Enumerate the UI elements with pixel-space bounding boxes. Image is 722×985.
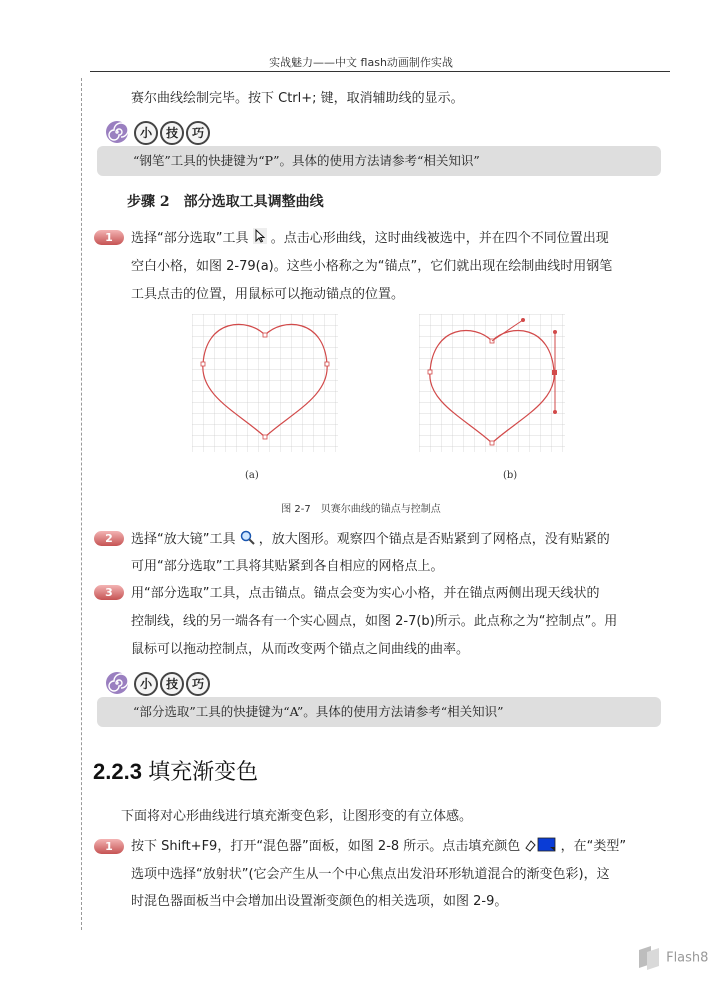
heart-control-figure-b (419, 314, 565, 452)
step-number-badge: 1 (94, 230, 124, 245)
step-text (131, 833, 626, 861)
tip-char: 技 (160, 672, 184, 696)
figure-label-b: (b) (503, 470, 518, 481)
step-text: 控制线，线的另一端各有一个实心圆点，如图 2-7(b)所示。此点称之为“控制点”。用 (131, 614, 618, 629)
step-text: 选项中选择“放射状”(它会产生从一个中心焦点出发沿环形轨道混合的渐变色彩)，这 (131, 867, 610, 882)
step-text: 用“部分选取”工具，点击锚点。锚点会变为实心小格，并在锚点两侧出现天线状的 (131, 586, 600, 601)
tip-char: 技 (160, 121, 184, 145)
tip-heading (105, 671, 212, 697)
tip-char: 小 (134, 121, 158, 145)
step-text: 时混色器面板当中会增加出设置渐变颜色的相关选项，如图 2-9。 (131, 894, 508, 909)
tip-text: “部分选取”工具的快捷键为“A”。具体的使用方法请参考“相关知识” (133, 704, 504, 719)
text-span: ，在“类型” (560, 839, 627, 854)
logo-text: Flash8 (666, 950, 709, 966)
tip-box (97, 146, 661, 176)
text-span: ，放大图形。观察四个锚点是否贴紧到了网格点，没有贴紧的 (258, 532, 610, 547)
step-number-badge: 3 (94, 585, 124, 600)
step-number-badge: 1 (94, 839, 124, 854)
text-span: 选择“部分选取”工具 (131, 231, 249, 246)
step-number-badge: 2 (94, 531, 124, 546)
step-text: 空白小格，如图 2-79(a)。这些小格称之为“锚点”，它们就出现在绘制曲线时用钢笔 (131, 259, 613, 274)
flash-logo-icon (637, 944, 661, 970)
section-heading (93, 755, 258, 786)
section-title: 填充渐变色 (148, 759, 259, 784)
tip-text: “钢笔”工具的快捷键为“P”。具体的使用方法请参考“相关知识” (133, 153, 480, 168)
tip-heading (105, 120, 212, 146)
magnifier-icon (240, 530, 255, 545)
spiral-icon (105, 120, 129, 144)
step-text (131, 526, 610, 554)
header-rule (90, 71, 670, 72)
tip-char: 小 (134, 672, 158, 696)
figure-caption: 图 2-7 贝赛尔曲线的锚点与控制点 (281, 504, 441, 515)
tip-char: 巧 (186, 121, 210, 145)
section-number: 2.2.3 (93, 759, 142, 784)
figure-label-a: (a) (245, 470, 259, 481)
step-text: 鼠标可以拖动控制点，从而改变两个锚点之间曲线的曲率。 (131, 642, 470, 657)
step-text: 工具点击的位置，用鼠标可以拖动锚点的位置。 (131, 287, 405, 302)
running-header: 实战魅力——中文 flash动画制作实战 (269, 56, 453, 69)
tip-box (97, 697, 661, 727)
step-title: 步骤 2 部分选取工具调整曲线 (127, 194, 324, 210)
step-text: 可用“部分选取”工具将其贴紧到各自相应的网格点上。 (131, 559, 444, 574)
text-span: 选择“放大镜”工具 (131, 532, 236, 547)
flash8-logo (637, 944, 708, 970)
step-text (131, 225, 609, 253)
text-span: 。点击心形曲线，这时曲线被选中，并在四个不同位置出现 (270, 231, 609, 246)
tip-char: 巧 (186, 672, 210, 696)
section-intro: 下面将对心形曲线进行填充渐变色彩，让图形变的有立体感。 (121, 809, 473, 824)
heart-anchor-figure-a (192, 314, 338, 452)
fill-color-swatch-icon (524, 836, 556, 853)
subselect-cursor-icon (253, 228, 267, 244)
intro-line: 赛尔曲线绘制完毕。按下 Ctrl+; 键，取消辅助线的显示。 (131, 91, 464, 106)
spiral-icon (105, 671, 129, 695)
text-span: 按下 Shift+F9，打开“混色器”面板，如图 2-8 所示。点击填充颜色 (131, 839, 521, 854)
